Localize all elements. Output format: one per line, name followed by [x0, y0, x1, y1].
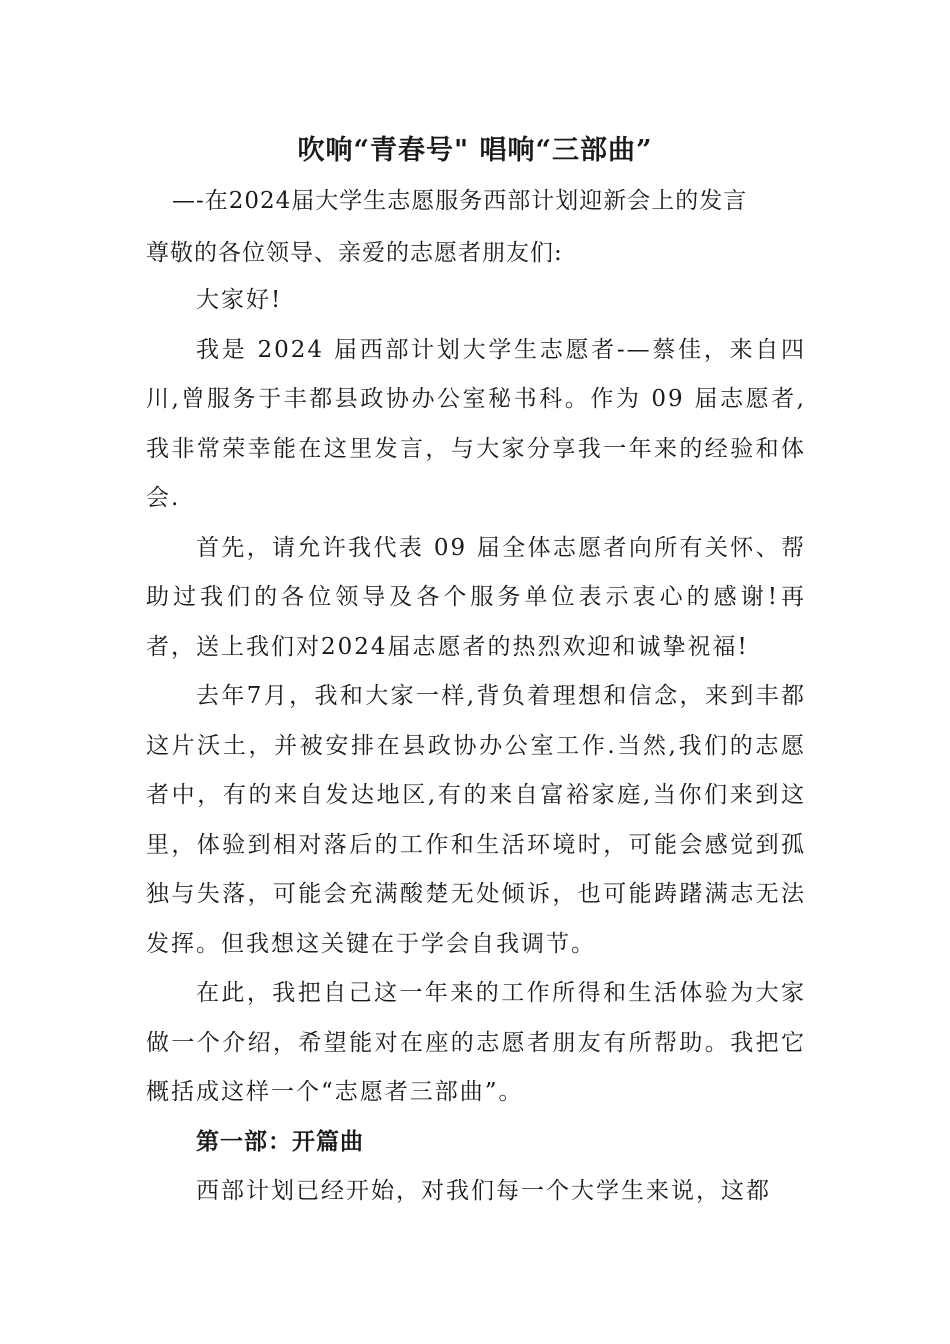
paragraph-thanks: 首先，请允许我代表 09 届全体志愿者向所有关怀、帮助过我们的各位领导及各个服务单位表示衷心的感谢!再者，送上我们对2024届志愿者的热烈欢迎和诚挚祝福! — [146, 534, 806, 660]
section-heading: 第一部：开篇曲 — [196, 1128, 364, 1155]
paragraph-introduction: 我是 2024 届西部计划大学生志愿者-—蔡佳，来自四川,曾服务于丰都县政协办公室秘书科。作为 09 届志愿者,我非常荣幸能在这里发言，与大家分享我一年来的经验和体会. — [146, 336, 806, 511]
paragraph-experience: 去年7月，我和大家一样,背负着理想和信念，来到丰都这片沃土，并被安排在县政协办公室工作.当然,我们的志愿者中，有的来自发达地区,有的来自富裕家庭,当你们来到这里，体验到相对落后的工作和生活环境时，可能会感觉到孤独与失落，可能会充满酸楚无处倾诉，也可能踌躇满志无法发挥。但我想这关键在于学会自我调节。 — [146, 683, 806, 957]
paragraph-section-one: 西部计划已经开始，对我们每一个大学生来说，这都 — [196, 1178, 771, 1204]
paragraph-greeting: 大家好! — [196, 287, 283, 313]
paragraph-overview: 在此，我把自己这一年来的工作所得和生活体验为大家做一个介绍，希望能对在座的志愿者朋友有所帮助。我把它概括成这样一个“志愿者三部曲”。 — [146, 980, 806, 1105]
salutation: 尊敬的各位领导、亲爱的志愿者朋友们: — [146, 240, 563, 266]
document-body — [146, 276, 806, 1217]
document-subtitle: —-在2024届大学生志愿服务西部计划迎新会上的发言 — [172, 188, 748, 214]
document-title: 吹响“青春号" 唱响“三部曲” — [297, 135, 653, 166]
